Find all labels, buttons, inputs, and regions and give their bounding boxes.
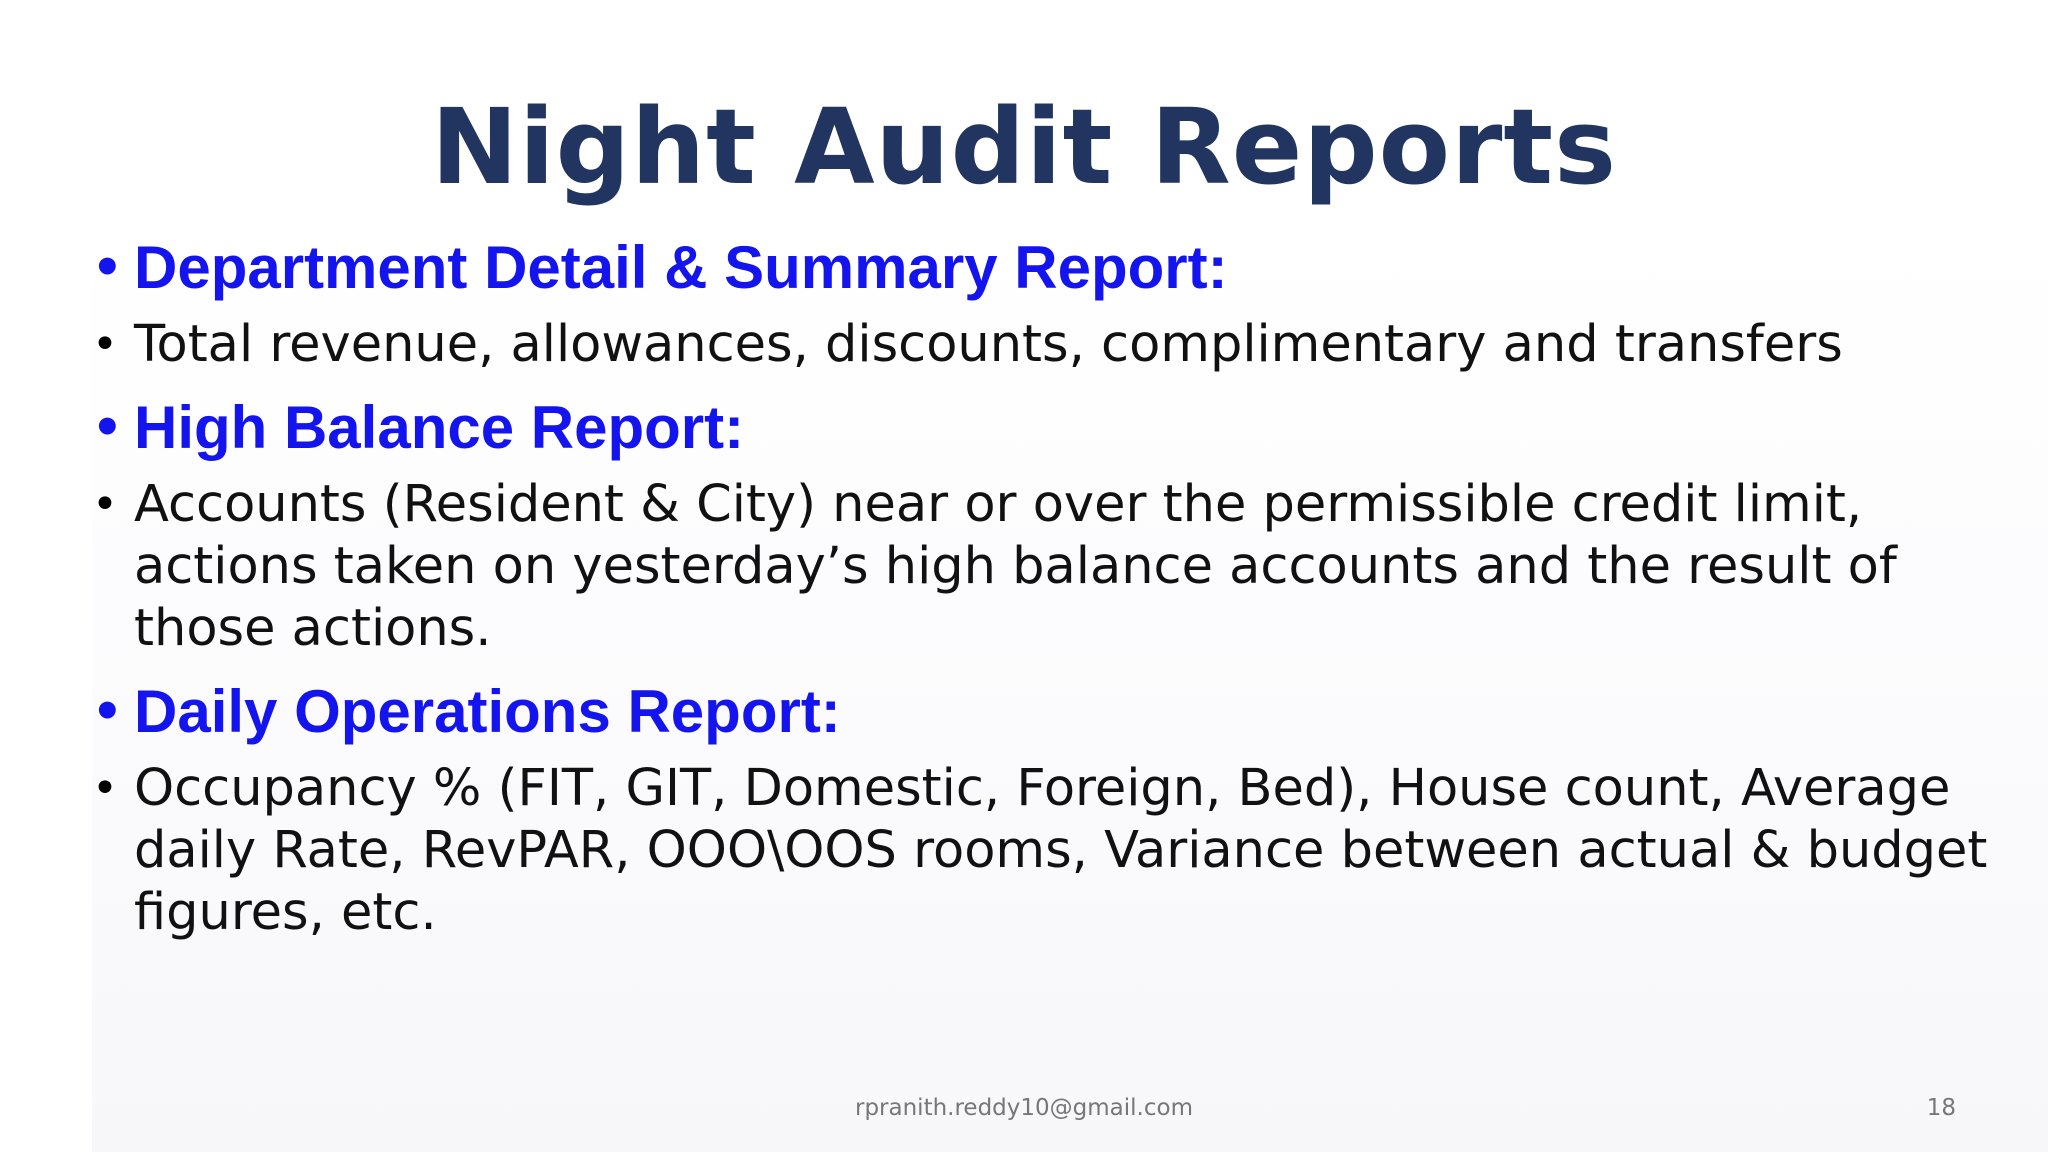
footer-email: rpranith.reddy10@gmail.com xyxy=(855,1095,1193,1121)
heading-text: High Balance Report: xyxy=(134,394,745,461)
body-text: Occupancy % (FIT, GIT, Domestic, Foreign, Bed), House count, Average daily Rate, RevPAR, OOO\OOS rooms, Variance between actual & budget figures, etc. xyxy=(134,759,1988,942)
bullet-icon: • xyxy=(92,479,118,530)
bullet-icon: • xyxy=(92,684,123,740)
body-text: Total revenue, allowances, discounts, complimentary and transfers xyxy=(134,315,1843,374)
bullet-heading-daily-operations-report xyxy=(92,676,1992,748)
page-number: 18 xyxy=(1926,1095,1956,1121)
bullet-body-daily-operations-report xyxy=(92,758,1994,944)
bullet-list xyxy=(92,232,1992,960)
heading-text: Daily Operations Report: xyxy=(134,678,841,745)
bullet-heading-high-balance-report xyxy=(92,392,1992,464)
body-text: Accounts (Resident & City) near or over the permissible credit limit, actions taken on yesterday’s high balance accounts and the result of those actions. xyxy=(134,475,1897,658)
bullet-icon: • xyxy=(92,400,123,456)
bullet-icon: • xyxy=(92,319,118,370)
bullet-heading-department-report xyxy=(92,232,1992,304)
bullet-body-high-balance-report xyxy=(92,474,1994,660)
slide-title: Night Audit Reports xyxy=(430,86,1618,208)
heading-text: Department Detail & Summary Report: xyxy=(134,234,1228,301)
bullet-body-department-report xyxy=(92,314,1994,376)
bullet-icon: • xyxy=(92,763,118,814)
bullet-icon: • xyxy=(92,240,123,296)
